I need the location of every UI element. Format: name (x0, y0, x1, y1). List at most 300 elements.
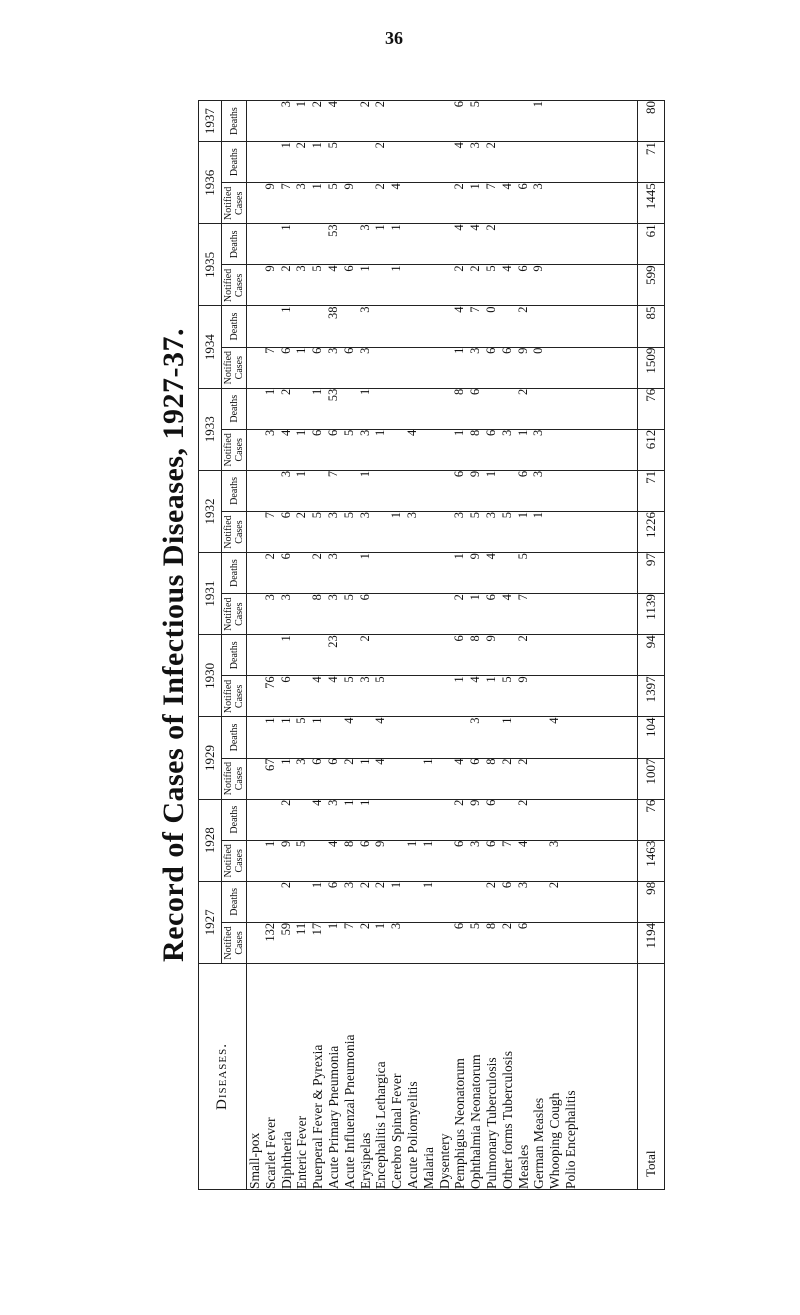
deaths-value (389, 553, 405, 593)
notified-value: 6 (483, 429, 498, 437)
notified-value: 1 (452, 429, 467, 437)
notified-value: 59 (278, 922, 293, 936)
deaths-value: 2 (357, 881, 372, 889)
notified-total: 1194 (638, 922, 665, 963)
deaths-header: Deaths (222, 224, 247, 265)
deaths-value (437, 101, 453, 141)
notified-value: 6 (341, 347, 356, 354)
notified-value (547, 265, 563, 305)
deaths-value (247, 717, 263, 757)
deaths-column (247, 470, 638, 511)
notified-value: 1 (515, 511, 530, 519)
notified-value: 5 (468, 511, 483, 519)
deaths-value (531, 635, 547, 675)
deaths-total: 97 (638, 553, 665, 594)
deaths-value (547, 471, 563, 511)
year-header: 1930 (199, 635, 222, 717)
deaths-value: 2 (357, 635, 372, 642)
notified-value: 1 (389, 511, 404, 519)
notified-value: 1 (262, 840, 277, 847)
notified-value (437, 594, 453, 634)
deaths-value (421, 101, 437, 141)
deaths-value (547, 553, 563, 593)
deaths-value (563, 882, 579, 922)
notified-value (405, 594, 421, 634)
notified-value (405, 923, 421, 963)
deaths-value (294, 224, 310, 264)
notified-value (405, 348, 421, 388)
deaths-value: 1 (389, 224, 404, 231)
deaths-value (563, 800, 579, 840)
deaths-value: 38 (325, 306, 340, 319)
deaths-value: 4 (452, 142, 467, 149)
notified-value (294, 676, 310, 716)
notified-total: 1463 (638, 840, 665, 881)
notified-value: 6 (483, 347, 498, 354)
notified-value (547, 348, 563, 388)
notified-value (358, 183, 374, 223)
notified-value (389, 594, 405, 634)
notified-value (389, 348, 405, 388)
deaths-value: 1 (310, 881, 325, 889)
deaths-value: 8 (452, 388, 467, 395)
deaths-value (405, 307, 421, 347)
notified-column (247, 758, 638, 799)
deaths-value: 1 (278, 142, 293, 149)
deaths-value: 3 (278, 101, 293, 108)
deaths-value: 1 (420, 881, 435, 889)
notified-header: Notified Cases (222, 511, 247, 552)
deaths-value: 6 (452, 635, 467, 642)
year-header: 1936 (199, 142, 222, 224)
deaths-value (484, 101, 500, 141)
deaths-value: 1 (278, 717, 293, 724)
notified-value: 2 (499, 922, 514, 930)
notified-value (547, 183, 563, 223)
deaths-value (342, 142, 358, 182)
total-label: Total (638, 964, 665, 1190)
notified-value (437, 841, 453, 881)
deaths-value (389, 142, 405, 182)
deaths-value (563, 635, 579, 675)
deaths-value (437, 717, 453, 757)
notified-value (563, 759, 579, 799)
deaths-value: 1 (357, 553, 372, 560)
notified-value (310, 841, 326, 881)
disease-name: Polio Encephalitis (562, 1090, 578, 1189)
notified-value: 2 (294, 511, 309, 519)
year-header: 1933 (199, 388, 222, 470)
deaths-value (405, 101, 421, 141)
deaths-value (263, 882, 279, 922)
disease-list (247, 964, 638, 1190)
deaths-value: 5 (515, 553, 530, 560)
disease-name: Enteric Fever (294, 1115, 310, 1189)
deaths-value (247, 389, 263, 429)
notified-value: 3 (325, 511, 340, 519)
notified-value: 4 (515, 840, 530, 847)
deaths-value: 5 (468, 101, 483, 108)
disease-name: Ophthalmia Neonatorum (468, 1054, 484, 1189)
notified-value: 6 (515, 922, 530, 930)
deaths-value: 3 (531, 470, 546, 478)
deaths-total: 76 (638, 388, 665, 429)
deaths-value (294, 635, 310, 675)
deaths-value (263, 471, 279, 511)
deaths-value (405, 882, 421, 922)
notified-value: 6 (341, 265, 356, 272)
notified-value (389, 676, 405, 716)
deaths-value: 2 (515, 306, 530, 313)
notified-value: 0 (531, 347, 546, 354)
deaths-value (358, 717, 374, 757)
deaths-value (405, 389, 421, 429)
deaths-value: 1 (278, 224, 293, 231)
deaths-value: 1 (531, 101, 546, 108)
deaths-value (405, 142, 421, 182)
deaths-value: 1 (310, 142, 325, 149)
notified-value (247, 512, 263, 552)
deaths-value: 9 (468, 553, 483, 560)
deaths-value: 2 (483, 142, 498, 149)
deaths-value (484, 389, 500, 429)
deaths-value: 1 (278, 306, 293, 313)
notified-value (547, 759, 563, 799)
notified-value (405, 183, 421, 223)
notified-value: 5 (341, 676, 356, 683)
deaths-value (389, 389, 405, 429)
notified-value: 9 (278, 840, 293, 847)
deaths-header: Deaths (222, 306, 247, 347)
notified-value: 76 (262, 676, 277, 689)
notified-value (247, 759, 263, 799)
disease-name: Small-pox (247, 1132, 262, 1189)
notified-value: 4 (373, 758, 388, 765)
disease-name: German Measles (531, 1097, 547, 1189)
notified-value: 2 (499, 758, 514, 765)
deaths-header: Deaths (222, 388, 247, 429)
deaths-value (373, 800, 389, 840)
deaths-column (247, 142, 638, 183)
notified-value (563, 265, 579, 305)
deaths-value (500, 635, 516, 675)
notified-value: 1 (420, 840, 435, 847)
deaths-value: 5 (294, 717, 309, 724)
notified-value: 3 (294, 265, 309, 272)
deaths-value (421, 389, 437, 429)
deaths-value: 53 (325, 388, 340, 402)
notified-value: 2 (278, 265, 293, 272)
disease-name: Pemphigus Neonatorum (452, 1058, 468, 1189)
deaths-value (437, 389, 453, 429)
deaths-value (310, 224, 326, 264)
notified-value (421, 183, 437, 223)
deaths-value (389, 717, 405, 757)
deaths-value: 1 (499, 717, 514, 724)
deaths-value (263, 800, 279, 840)
deaths-value (405, 635, 421, 675)
deaths-value: 5 (325, 142, 340, 149)
notified-value: 3 (294, 758, 309, 765)
notified-value (247, 348, 263, 388)
notified-value: 2 (452, 265, 467, 272)
deaths-total: 98 (638, 881, 665, 922)
deaths-value: 1 (357, 799, 372, 806)
deaths-value (263, 142, 279, 182)
disease-name: Scarlet Fever (262, 1117, 278, 1189)
deaths-value (437, 635, 453, 675)
rotated-table-page (150, 100, 665, 1190)
notified-value: 6 (310, 758, 325, 765)
deaths-value (421, 635, 437, 675)
notified-value: 5 (325, 183, 340, 190)
notified-value: 1 (278, 758, 293, 765)
deaths-value (516, 224, 532, 264)
disease-name: Diphtheria (278, 1131, 294, 1189)
notified-value (389, 841, 405, 881)
deaths-total: 71 (638, 142, 665, 183)
deaths-value: 2 (278, 388, 293, 395)
notified-value (373, 265, 389, 305)
deaths-column (247, 799, 638, 840)
deaths-value (437, 224, 453, 264)
notified-value: 1 (389, 265, 404, 272)
deaths-total: 61 (638, 224, 665, 265)
deaths-value (310, 635, 326, 675)
year-header: 1935 (199, 224, 222, 306)
deaths-value: 4 (483, 553, 498, 560)
notified-value: 1 (515, 429, 530, 437)
deaths-value (405, 800, 421, 840)
deaths-value: 2 (310, 101, 325, 108)
deaths-value: 2 (547, 881, 562, 889)
notified-value (437, 430, 453, 470)
deaths-value: 1 (294, 470, 309, 478)
notified-total: 599 (638, 265, 665, 306)
notified-value (421, 594, 437, 634)
notified-value: 1 (325, 922, 340, 930)
notified-value (547, 512, 563, 552)
deaths-value: 2 (357, 101, 372, 108)
notified-value: 1 (452, 347, 467, 354)
deaths-value: 2 (483, 224, 498, 231)
year-header: 1928 (199, 799, 222, 881)
disease-name: Puerperal Fever & Pyrexia (310, 1044, 326, 1189)
notified-header: Notified Cases (222, 429, 247, 470)
deaths-column (247, 388, 638, 429)
deaths-total: 94 (638, 635, 665, 676)
notified-header: Notified Cases (222, 265, 247, 306)
deaths-value (263, 635, 279, 675)
notified-value: 7 (515, 594, 530, 601)
year-header: 1932 (199, 470, 222, 552)
notified-column (247, 922, 638, 963)
notified-value (421, 923, 437, 963)
notified-value (247, 841, 263, 881)
notified-header: Notified Cases (222, 676, 247, 717)
notified-value (373, 594, 389, 634)
page-number: 36 (385, 28, 403, 48)
year-header: 1929 (199, 717, 222, 799)
notified-value: 3 (483, 511, 498, 519)
notified-value: 132 (262, 922, 277, 942)
notified-column (247, 676, 638, 717)
infectious-diseases-table (198, 100, 665, 1190)
notified-value (421, 512, 437, 552)
deaths-value: 2 (310, 553, 325, 560)
deaths-value: 3 (325, 799, 340, 806)
deaths-value (421, 307, 437, 347)
deaths-value: 2 (373, 881, 388, 889)
deaths-value: 6 (278, 553, 293, 560)
deaths-value (326, 717, 342, 757)
notified-value: 2 (452, 183, 467, 190)
notified-total: 1007 (638, 758, 665, 799)
notified-value (563, 430, 579, 470)
notified-value: 6 (278, 347, 293, 354)
deaths-column (247, 717, 638, 758)
deaths-value: 2 (278, 881, 293, 889)
deaths-value (342, 389, 358, 429)
notified-value: 5 (310, 265, 325, 272)
notified-value (247, 430, 263, 470)
deaths-value: 6 (468, 388, 483, 395)
notified-value: 6 (515, 183, 530, 190)
notified-column (247, 840, 638, 881)
deaths-value (500, 307, 516, 347)
notified-value (247, 183, 263, 223)
deaths-value: 6 (452, 470, 467, 478)
notified-value: 2 (452, 594, 467, 601)
notified-value: 8 (310, 594, 325, 601)
notified-value: 8 (483, 922, 498, 930)
deaths-value (500, 101, 516, 141)
notified-value: 3 (357, 676, 372, 683)
disease-name: Other forms Tuberculosis (499, 1051, 515, 1189)
deaths-value (452, 717, 468, 757)
notified-value: 3 (547, 840, 562, 847)
notified-value: 7 (499, 840, 514, 847)
deaths-header: Deaths (222, 470, 247, 511)
notified-header: Notified Cases (222, 840, 247, 881)
notified-value: 6 (357, 594, 372, 601)
notified-value: 3 (262, 594, 277, 601)
deaths-value (531, 882, 547, 922)
deaths-value (405, 717, 421, 757)
deaths-value (389, 800, 405, 840)
deaths-value (247, 471, 263, 511)
deaths-value: 3 (357, 306, 372, 313)
deaths-value (310, 307, 326, 347)
notified-total: 1226 (638, 511, 665, 552)
notified-value: 9 (531, 265, 546, 272)
year-header: 1934 (199, 306, 222, 388)
notified-column (247, 183, 638, 224)
deaths-value (405, 471, 421, 511)
deaths-value: 1 (310, 717, 325, 724)
notified-total: 1509 (638, 347, 665, 388)
deaths-value (421, 142, 437, 182)
notified-value (421, 676, 437, 716)
notified-value: 5 (294, 840, 309, 847)
deaths-value (263, 224, 279, 264)
notified-column (247, 265, 638, 306)
notified-header: Notified Cases (222, 594, 247, 635)
notified-value: 4 (389, 183, 404, 190)
deaths-value (563, 101, 579, 141)
deaths-value: 8 (468, 635, 483, 642)
disease-name: Acute Influenzal Pneumonia (341, 1034, 357, 1189)
deaths-header: Deaths (222, 553, 247, 594)
notified-value (294, 594, 310, 634)
notified-total: 612 (638, 429, 665, 470)
year-header: 1927 (199, 881, 222, 963)
deaths-value: 4 (468, 224, 483, 231)
deaths-value: 2 (294, 142, 309, 149)
deaths-value: 9 (483, 635, 498, 642)
deaths-value: 1 (452, 553, 467, 560)
notified-value: 2 (515, 758, 530, 765)
notified-value (563, 841, 579, 881)
deaths-value: 7 (325, 470, 340, 478)
deaths-value (563, 224, 579, 264)
deaths-column (247, 881, 638, 922)
deaths-value: 7 (468, 306, 483, 313)
notified-value: 5 (341, 429, 356, 437)
deaths-value (421, 471, 437, 511)
deaths-value: 3 (341, 881, 356, 889)
data-row (247, 101, 638, 1190)
notified-column (247, 594, 638, 635)
deaths-total: 85 (638, 306, 665, 347)
deaths-value (547, 224, 563, 264)
deaths-value: 4 (452, 306, 467, 313)
deaths-value: 1 (483, 470, 498, 478)
table-title: Record of Cases of Infectious Diseases, 1927-37. (157, 328, 190, 962)
disease-name: Acute Primary Pneumonia (325, 1045, 341, 1189)
deaths-value: 1 (357, 470, 372, 478)
notified-value: 3 (325, 347, 340, 354)
deaths-value (437, 142, 453, 182)
notified-value (247, 265, 263, 305)
deaths-value (342, 553, 358, 593)
deaths-value (563, 553, 579, 593)
notified-value: 2 (468, 265, 483, 272)
deaths-value: 2 (483, 881, 498, 889)
notified-value: 3 (404, 511, 419, 519)
deaths-value: 3 (325, 553, 340, 560)
deaths-value: 4 (325, 101, 340, 108)
deaths-value (373, 635, 389, 675)
notified-value (531, 594, 547, 634)
deaths-value (373, 553, 389, 593)
deaths-value (310, 471, 326, 511)
notified-value (563, 183, 579, 223)
notified-value: 4 (499, 265, 514, 272)
deaths-value (421, 224, 437, 264)
notified-value: 5 (373, 676, 388, 683)
notified-value: 3 (452, 511, 467, 519)
deaths-value: 6 (325, 881, 340, 889)
deaths-header: Deaths (222, 717, 247, 758)
notified-value (421, 430, 437, 470)
notified-value: 7 (483, 183, 498, 190)
deaths-value (531, 389, 547, 429)
deaths-value (531, 307, 547, 347)
notified-value (563, 676, 579, 716)
deaths-value: 2 (373, 142, 388, 149)
notified-value: 7 (262, 511, 277, 519)
